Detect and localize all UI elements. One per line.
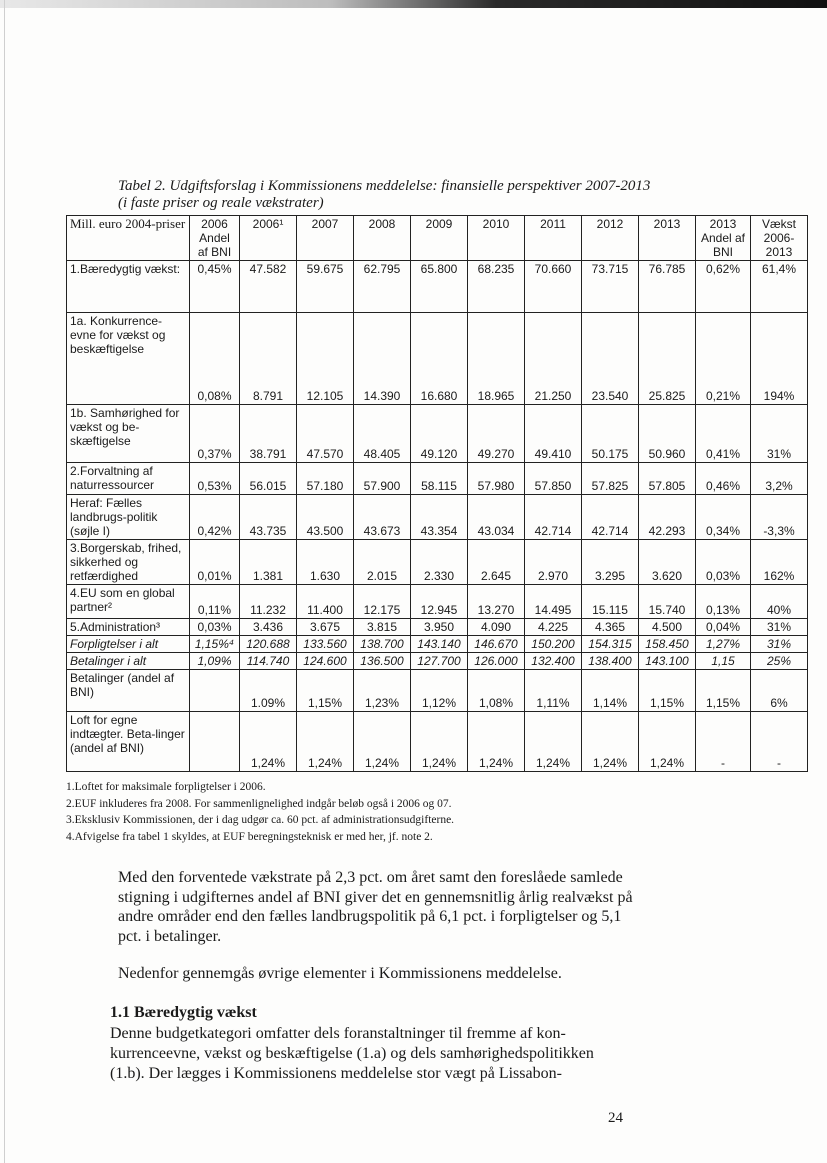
table-cell: 1,12%: [411, 670, 468, 712]
table-cell: 50.960: [639, 405, 696, 463]
table-row: [67, 540, 808, 585]
table-cell: 0,08%: [190, 313, 240, 405]
header-col: 2006¹: [240, 216, 297, 261]
table-cell: 0,03%: [696, 540, 751, 585]
table-cell: 57.825: [582, 463, 639, 495]
table-cell: 3.815: [354, 619, 411, 636]
table-cell: 1,14%: [582, 670, 639, 712]
table-cell: 1,15: [696, 653, 751, 670]
table-cell: 114.740: [240, 653, 297, 670]
table-cell: 1,24%: [468, 712, 525, 772]
header-label: Mill. euro 2004-priser: [67, 216, 190, 261]
table-cell: 1,24%: [639, 712, 696, 772]
table-cell: 1,09%: [190, 653, 240, 670]
table-cell: 42.714: [582, 495, 639, 540]
table-cell: 0,34%: [696, 495, 751, 540]
table-cell: 12.105: [297, 313, 354, 405]
header-col: 2013 Andel af BNI: [696, 216, 751, 261]
table-cell: [190, 712, 240, 772]
table-cell: 143.100: [639, 653, 696, 670]
table-cell: 47.570: [297, 405, 354, 463]
table-cell: 1,15%: [639, 670, 696, 712]
row-label: 1.Bæredygtig vækst:: [67, 261, 190, 313]
table-cell: 3.950: [411, 619, 468, 636]
section-heading: 1.1 Bæredygtig vækst: [110, 1004, 257, 1021]
table-cell: 1,24%: [582, 712, 639, 772]
table-cell: 0,53%: [190, 463, 240, 495]
header-col: 2009: [411, 216, 468, 261]
table-cell: 133.560: [297, 636, 354, 653]
table-caption: Tabel 2. Udgiftsforslag i Kommissionens meddelelse: finansielle perspektiver 2007-2013 (i faste priser og reale vækstrater): [118, 178, 651, 211]
footnote: 3.Eksklusiv Kommissionen, der i dag udgør ca. 60 pct. af administrationsudgifterne.: [66, 814, 455, 826]
table-cell: 23.540: [582, 313, 639, 405]
paragraph: Nedenfor gennemgås øvrige elementer i Kommissionens meddelelse.: [118, 965, 562, 982]
table-cell: 43.354: [411, 495, 468, 540]
table-cell: 43.034: [468, 495, 525, 540]
table-cell: 1,15%: [696, 670, 751, 712]
row-label: 1b. Samhørighed for vækst og be-skæftigelse: [67, 405, 190, 463]
table-cell: 0,03%: [190, 619, 240, 636]
footnote: 4.Afvigelse fra tabel 1 skyldes, at EUF beregningsteknisk er med her, jf. note 2.: [66, 830, 433, 843]
table-cell: 1,24%: [525, 712, 582, 772]
table-cell: 68.235: [468, 261, 525, 313]
table-row: [67, 653, 808, 670]
header-col: 2013: [639, 216, 696, 261]
table-cell: 58.115: [411, 463, 468, 495]
table-cell: 40%: [751, 585, 808, 619]
table-cell: 1,24%: [411, 712, 468, 772]
row-label: Betalinger i alt: [67, 653, 190, 670]
table-cell: 11.232: [240, 585, 297, 619]
table-cell: 56.015: [240, 463, 297, 495]
table-cell: 143.140: [411, 636, 468, 653]
table-cell: 3.620: [639, 540, 696, 585]
table-cell: 12.175: [354, 585, 411, 619]
table-cell: 38.791: [240, 405, 297, 463]
table-cell: 57.900: [354, 463, 411, 495]
table-cell: 65.800: [411, 261, 468, 313]
table-cell: 4.090: [468, 619, 525, 636]
table-body: [67, 261, 808, 772]
table-cell: 43.500: [297, 495, 354, 540]
table-cell: 138.400: [582, 653, 639, 670]
table-cell: 25.825: [639, 313, 696, 405]
table-cell: 14.390: [354, 313, 411, 405]
row-label: 5.Administration³: [67, 619, 190, 636]
table-cell: 127.700: [411, 653, 468, 670]
header-col: Vækst 2006-2013: [751, 216, 808, 261]
table-cell: 43.673: [354, 495, 411, 540]
table-cell: 0,41%: [696, 405, 751, 463]
footnotes: [66, 779, 766, 845]
table-cell: 4.365: [582, 619, 639, 636]
table-cell: 1,08%: [468, 670, 525, 712]
table-cell: 162%: [751, 540, 808, 585]
table-cell: 0,46%: [696, 463, 751, 495]
table-cell: 120.688: [240, 636, 297, 653]
table-cell: 31%: [751, 636, 808, 653]
table-cell: 0,13%: [696, 585, 751, 619]
table-cell: 132.400: [525, 653, 582, 670]
table-cell: 42.714: [525, 495, 582, 540]
table-cell: 1.09%: [240, 670, 297, 712]
row-label: 3.Borgerskab, frihed, sikkerhed og retfærdighed: [67, 540, 190, 585]
table-cell: 13.270: [468, 585, 525, 619]
table-header-row: [67, 216, 808, 261]
table-cell: 2.015: [354, 540, 411, 585]
table-cell: 3,2%: [751, 463, 808, 495]
row-label: Heraf: Fælles landbrugs-politik (søjle I): [67, 495, 190, 540]
table-cell: -: [751, 712, 808, 772]
scan-left-edge: [4, 0, 5, 1163]
table-cell: 12.945: [411, 585, 468, 619]
table-cell: 73.715: [582, 261, 639, 313]
row-label: 2.Forvaltning af naturressourcer: [67, 463, 190, 495]
table-cell: 124.600: [297, 653, 354, 670]
table-cell: -: [696, 712, 751, 772]
table-cell: 136.500: [354, 653, 411, 670]
table-cell: 42.293: [639, 495, 696, 540]
paragraph: Med den forventede vækstrate på 2,3 pct. om året samt den foreslåede samlede stigning i udgifternes andel af BNI giver det en gennemsnitlig årlig realvækst på andre områder end den fælles landbrugspolitik på 6,1 pct. i forpligtelser og 5,1 pct. i betalinger.: [118, 869, 633, 945]
table-row: [67, 619, 808, 636]
table-cell: 2.970: [525, 540, 582, 585]
table-cell: 47.582: [240, 261, 297, 313]
table-cell: 61,4%: [751, 261, 808, 313]
table-cell: 150.200: [525, 636, 582, 653]
header-col: 2008: [354, 216, 411, 261]
table-cell: 1,23%: [354, 670, 411, 712]
table-cell: 158.450: [639, 636, 696, 653]
table-cell: 21.250: [525, 313, 582, 405]
table-cell: 48.405: [354, 405, 411, 463]
table-cell: 3.436: [240, 619, 297, 636]
table-cell: 49.410: [525, 405, 582, 463]
table-cell: 11.400: [297, 585, 354, 619]
table-cell: 0,45%: [190, 261, 240, 313]
table-cell: 49.270: [468, 405, 525, 463]
table-row: [67, 261, 808, 313]
scan-top-edge: [0, 0, 827, 8]
table-cell: 0,42%: [190, 495, 240, 540]
table-row: [67, 712, 808, 772]
table-cell: 1,24%: [297, 712, 354, 772]
table-cell: 194%: [751, 313, 808, 405]
table-cell: 3.295: [582, 540, 639, 585]
header-col: 2011: [525, 216, 582, 261]
header-col: 2007: [297, 216, 354, 261]
table-cell: 4.225: [525, 619, 582, 636]
table-cell: 0,21%: [696, 313, 751, 405]
header-col: 2006 Andel af BNI: [190, 216, 240, 261]
table-cell: -3,3%: [751, 495, 808, 540]
row-label: Loft for egne indtægter. Beta-linger (andel af BNI): [67, 712, 190, 772]
table-cell: 8.791: [240, 313, 297, 405]
table-cell: 3.675: [297, 619, 354, 636]
table-cell: 25%: [751, 653, 808, 670]
table-row: [67, 495, 808, 540]
table-cell: 57.805: [639, 463, 696, 495]
table-cell: 1,15%: [297, 670, 354, 712]
table-cell: 1,11%: [525, 670, 582, 712]
table-cell: 76.785: [639, 261, 696, 313]
table-cell: 57.180: [297, 463, 354, 495]
table-cell: 57.850: [525, 463, 582, 495]
table-cell: 57.980: [468, 463, 525, 495]
table-cell: 138.700: [354, 636, 411, 653]
page-number: 24: [608, 1110, 623, 1126]
table-row: [67, 313, 808, 405]
table-cell: 15.115: [582, 585, 639, 619]
table-row: [67, 585, 808, 619]
table-row: [67, 405, 808, 463]
table-row: [67, 670, 808, 712]
table-cell: 43.735: [240, 495, 297, 540]
footnote: 2.EUF inkluderes fra 2008. For sammenlignelighed indgår beløb også i 2006 og 07.: [66, 797, 452, 810]
table-cell: 31%: [751, 619, 808, 636]
table-cell: 70.660: [525, 261, 582, 313]
table-cell: 0,62%: [696, 261, 751, 313]
table-cell: 50.175: [582, 405, 639, 463]
header-col: 2010: [468, 216, 525, 261]
header-col: 2012: [582, 216, 639, 261]
table-cell: 6%: [751, 670, 808, 712]
table-row: [67, 463, 808, 495]
table-cell: 31%: [751, 405, 808, 463]
table-cell: 62.795: [354, 261, 411, 313]
table-cell: [190, 670, 240, 712]
table-cell: 1,24%: [240, 712, 297, 772]
table-cell: 2.645: [468, 540, 525, 585]
row-label: Forpligtelser i alt: [67, 636, 190, 653]
table-cell: 0,04%: [696, 619, 751, 636]
table-cell: 59.675: [297, 261, 354, 313]
table-cell: 1,27%: [696, 636, 751, 653]
paragraph: Denne budgetkategori omfatter dels foranstaltninger til fremme af kon-kurrenceevne, vækst og beskæftigelse (1.a) og dels samhørighedspolitikken (1.b). Der lægges i Kommissionens meddelelse stor vægt på Lissabon-: [110, 1025, 594, 1082]
table-cell: 1,24%: [354, 712, 411, 772]
table-cell: 146.670: [468, 636, 525, 653]
table-cell: 49.120: [411, 405, 468, 463]
table-cell: 1,15%⁴: [190, 636, 240, 653]
row-label: 1a. Konkurrence-evne for vækst og beskæftigelse: [67, 313, 190, 405]
table-cell: 1.381: [240, 540, 297, 585]
table-row: [67, 636, 808, 653]
table-cell: 154.315: [582, 636, 639, 653]
row-label: 4.EU som en global partner²: [67, 585, 190, 619]
footnote: 1.Loftet for maksimale forpligtelser i 2006.: [66, 781, 266, 793]
table-cell: 0,37%: [190, 405, 240, 463]
row-label: Betalinger (andel af BNI): [67, 670, 190, 712]
table-cell: 126.000: [468, 653, 525, 670]
table-cell: 4.500: [639, 619, 696, 636]
table-cell: 18.965: [468, 313, 525, 405]
table-cell: 16.680: [411, 313, 468, 405]
table-cell: 1.630: [297, 540, 354, 585]
table-cell: 2.330: [411, 540, 468, 585]
table-cell: 14.495: [525, 585, 582, 619]
table-cell: 15.740: [639, 585, 696, 619]
table-cell: 0,01%: [190, 540, 240, 585]
budget-table: [66, 215, 808, 772]
table-cell: 0,11%: [190, 585, 240, 619]
